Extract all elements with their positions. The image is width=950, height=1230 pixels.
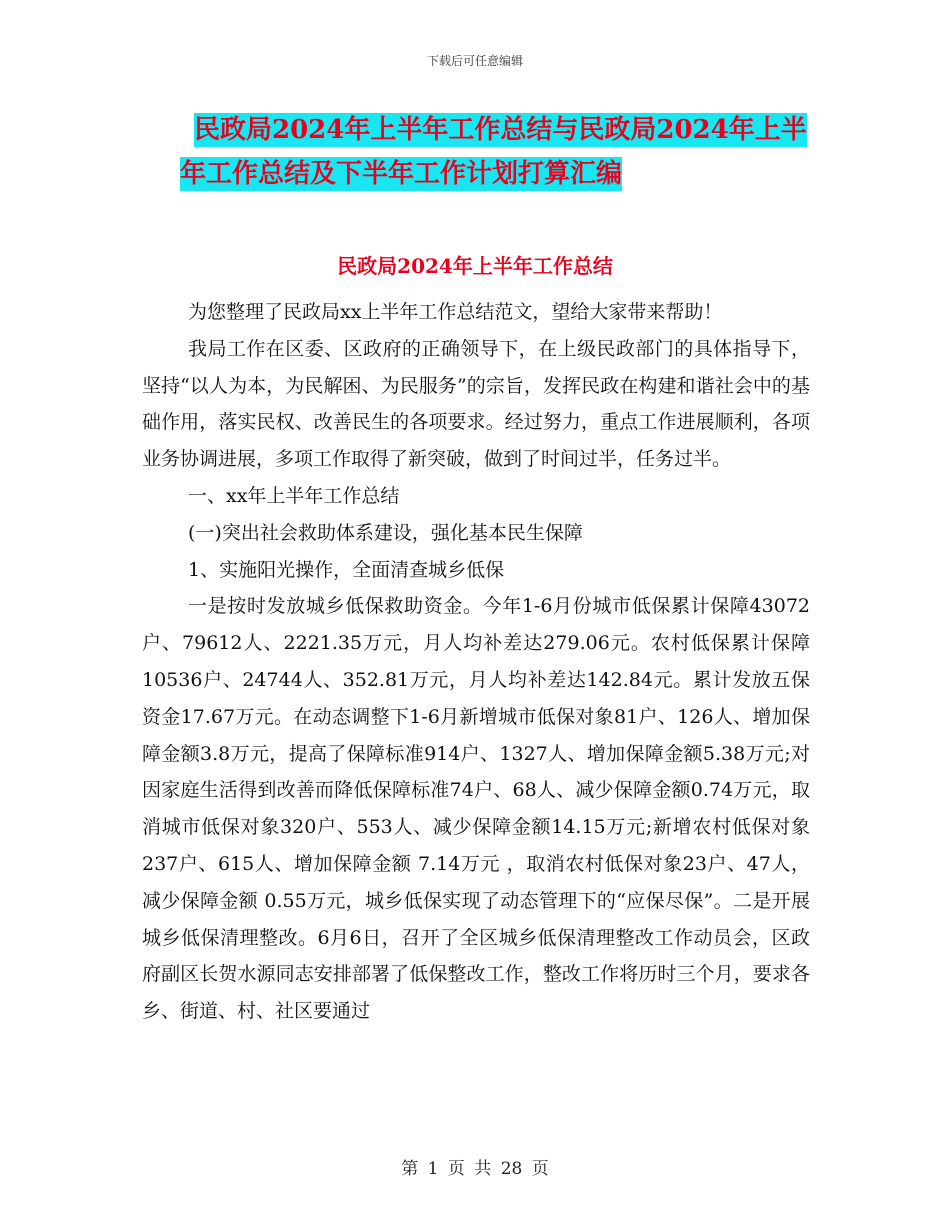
body-text [142, 294, 810, 1030]
title-line-1: 民政局2024年上半年工作总结与民政局2024年上半 [194, 115, 807, 145]
page-footer: 第 1 页 共 28 页 [401, 1159, 549, 1179]
paragraph: 一、xx年上半年工作总结 [188, 484, 400, 507]
paragraph: (一)突出社会救助体系建设，强化基本民生保障 [188, 521, 583, 544]
paragraph: 1、实施阳光操作，全面清查城乡低保 [188, 558, 505, 581]
paragraph: 一是按时发放城乡低保救助资金。今年1-6月份城市低保累计保障43072户、79612人、2221.35万元，月人均补差达279.06元。农村低保累计保障10536户、24744人、352.81万元，月人均补差达142.84元。累计发放五保资金17.67万元。在动态调整下1-6月新增城市低保对象81户、126人、增加保障金额3.8万元，提高了保障标准914户、1327人、增加保障金额5.38万元;对因家庭生活得到改善而降低保障标准74户、68人、减少保障金额0.74万元，取消城市低保对象320户、553人、减少保障金额14.15万元;新增农村低保对象237户、615人、增加保障金额 7.14万元 ，取消农村低保对象23户、47人，减少保障金额 0.55万元，城乡低保实现了动态管理下的“应保尽保”。二是开展城乡低保清理整改。6月6日，召开了全区城乡低保清理整改工作动员会，区政府副区长贺水源同志安排部署了低保整改工作，整改工作将历时三个月，要求各乡、街道、村、社区要通过 [142, 595, 810, 1023]
paragraph: 我局工作在区委、区政府的正确领导下，在上级民政部门的具体指导下，坚持“以人为本，为民解困、为民服务”的宗旨，发挥民政在构建和谐社会中的基础作用，落实民权、改善民生的各项要求。经过努力，重点工作进展顺利，各项业务协调进展，多项工作取得了新突破，做到了时间过半，任务过半。 [142, 337, 810, 471]
header-note: 下载后可任意编辑 [426, 54, 523, 68]
paragraph: 为您整理了民政局xx上半年工作总结范文，望给大家带来帮助！ [188, 301, 723, 323]
section-title: 民政局2024年上半年工作总结 [337, 254, 613, 278]
title-line-2: 年工作总结及下半年工作计划打算汇编 [180, 159, 623, 189]
document-title [180, 108, 830, 196]
